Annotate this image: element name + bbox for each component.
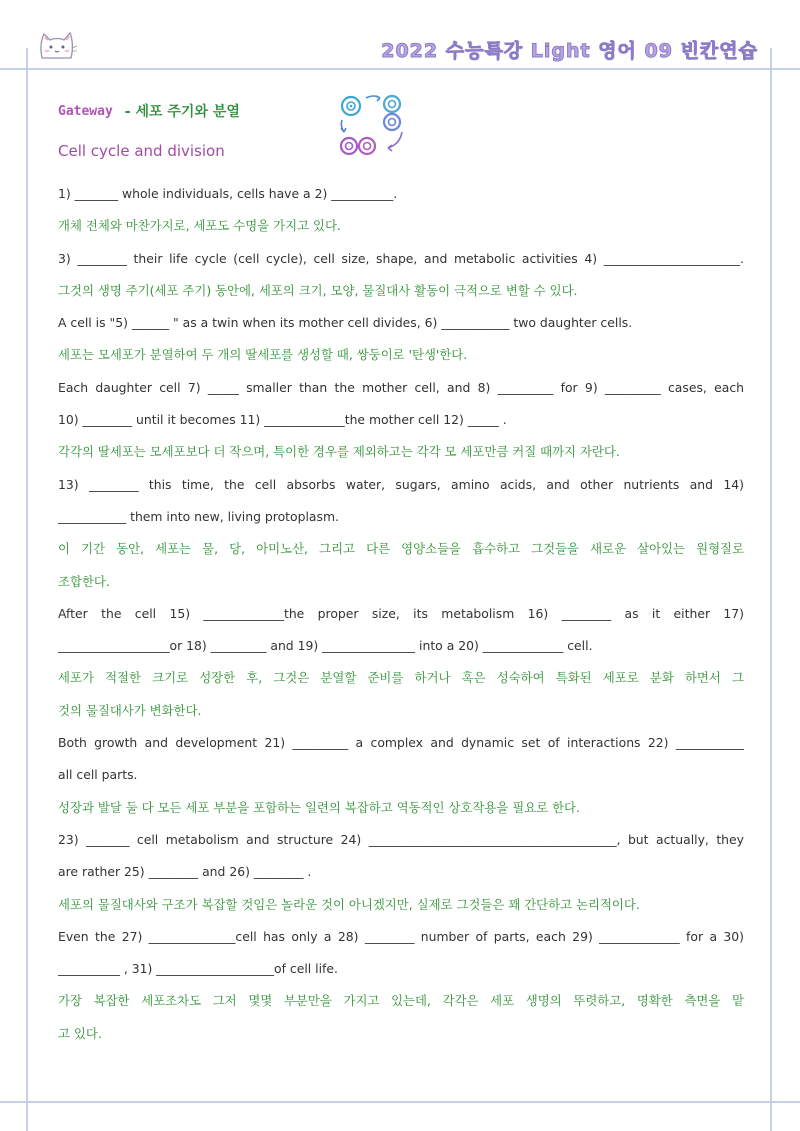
section-title: - 세포 주기와 분열 bbox=[124, 104, 240, 120]
section-subtitle: Cell cycle and division bbox=[58, 142, 225, 160]
english-blank-line: ___________ them into new, living protoplasm. bbox=[58, 508, 339, 524]
korean-translation-line: 개체 전체와 마찬가지로, 세포도 수명을 가지고 있다. bbox=[58, 218, 341, 234]
english-blank-line: 13) ________ this time, the cell absorbs water, sugars, amino acids, and other nutrients and 14) bbox=[58, 476, 744, 492]
english-blank-line: Both growth and development 21) _________ a complex and dynamic set of interactions 22) ___________ bbox=[58, 735, 744, 751]
korean-translation-line: 세포가 적절한 크기로 성장한 후, 그것은 분열할 준비를 하거나 혹은 성숙하여 특화된 세포로 분화 하면서 그 bbox=[58, 670, 744, 686]
korean-translation-line: 것의 물질대사가 변화한다. bbox=[58, 702, 202, 718]
korean-translation-line: 각각의 딸세포는 모세포보다 더 작으며, 특이한 경우를 제외하고는 각각 모 세포만큼 커질 때까지 자란다. bbox=[58, 444, 620, 460]
english-blank-line: 23) _______ cell metabolism and structure 24) ________________________________________, but actually, they bbox=[58, 831, 744, 847]
english-blank-line: A cell is "5) ______ " as a twin when its mother cell divides, 6) ___________ two daughter cells. bbox=[58, 315, 633, 331]
frame-right-line bbox=[770, 48, 772, 1131]
korean-translation-line: 조합한다. bbox=[58, 573, 110, 589]
english-blank-line: all cell parts. bbox=[58, 767, 138, 783]
frame-bottom-line bbox=[0, 1101, 800, 1103]
cat-icon bbox=[36, 28, 78, 62]
english-blank-line: Even the 27) ______________cell has only a 28) ________ number of parts, each 29) _____________ for a 30) bbox=[58, 928, 744, 944]
english-blank-line: 10) ________ until it becomes 11) _____________the mother cell 12) _____ . bbox=[58, 412, 507, 428]
korean-translation-line: 이 기간 동안, 세포는 물, 당, 아미노산, 그리고 다른 영양소들을 흡수하고 그것들을 새로운 살아있는 원형질로 bbox=[58, 541, 744, 557]
english-blank-line: After the cell 15) _____________the proper size, its metabolism 16) ________ as it either 17) bbox=[58, 605, 744, 621]
korean-translation-line: 성장과 발달 둘 다 모든 세포 부분을 포함하는 일련의 복잡하고 역동적인 상호작용을 필요로 한다. bbox=[58, 799, 580, 815]
korean-translation-line: 세포는 모세포가 분열하여 두 개의 딸세포를 생성할 때, 쌍둥이로 '탄생'한다. bbox=[58, 347, 468, 363]
english-blank-line: 3) ________ their life cycle (cell cycle), cell size, shape, and metabolic activities 4) ______________________. bbox=[58, 250, 744, 266]
gateway-label: Gateway bbox=[58, 103, 113, 119]
section-heading bbox=[58, 101, 240, 121]
english-blank-line: Each daughter cell 7) _____ smaller than the mother cell, and 8) _________ for 9) _________ cases, each bbox=[58, 379, 744, 395]
exercise-content bbox=[58, 178, 744, 1050]
korean-translation-line: 가장 복잡한 세포조차도 그저 몇몇 부분만을 가지고 있는데, 각각은 세포 생명의 뚜렷하고, 명확한 측면을 맡 bbox=[58, 993, 744, 1009]
korean-translation-line: 세포의 물질대사와 구조가 복잡할 것임은 놀라운 것이 아니겠지만, 실제로 그것들은 꽤 간단하고 논리적이다. bbox=[58, 896, 640, 912]
frame-left-line bbox=[26, 48, 28, 1131]
english-blank-line: __________ , 31) ___________________of cell life. bbox=[58, 961, 338, 977]
cell-division-icon bbox=[336, 92, 408, 160]
korean-translation-line: 고 있다. bbox=[58, 1025, 102, 1041]
english-blank-line: 1) _______ whole individuals, cells have a 2) __________. bbox=[58, 186, 398, 201]
frame-top-line bbox=[0, 68, 800, 70]
korean-translation-line: 그것의 생명 주기(세포 주기) 동안에, 세포의 크기, 모양, 물질대사 활동이 극적으로 변할 수 있다. bbox=[58, 282, 578, 298]
english-blank-line: __________________or 18) _________ and 19) _______________ into a 20) _____________ cell. bbox=[58, 638, 593, 654]
english-blank-line: are rather 25) ________ and 26) ________ . bbox=[58, 864, 312, 880]
page-header-title: 2022 수능특강 Light 영어 09 빈칸연습 bbox=[381, 40, 758, 62]
